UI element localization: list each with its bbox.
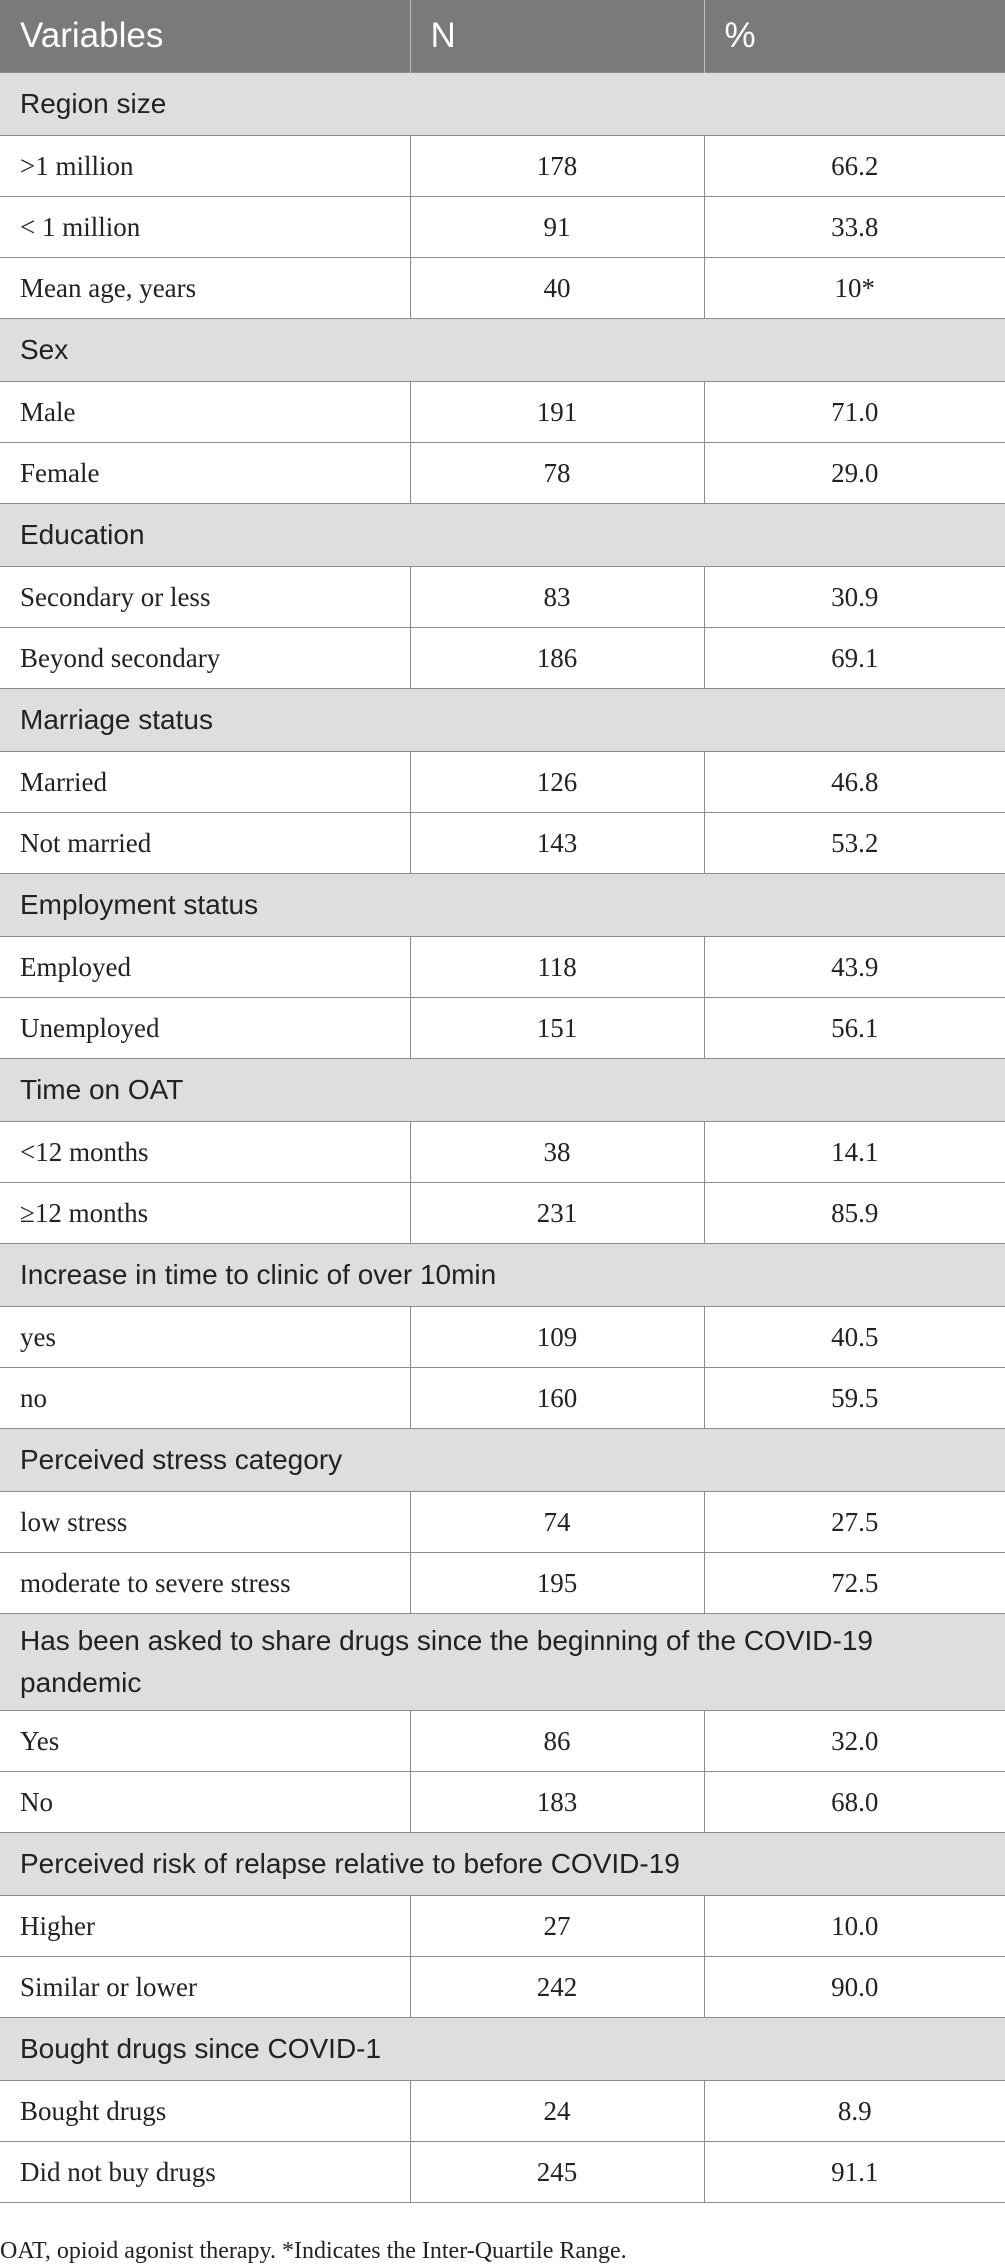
- variable-cell: Not married: [0, 813, 410, 874]
- variable-cell: Mean age, years: [0, 258, 410, 319]
- section-header-row: [0, 689, 1005, 752]
- table-row: [0, 136, 1005, 197]
- variable-cell: Did not buy drugs: [0, 2142, 410, 2203]
- n-cell: 151: [410, 998, 704, 1059]
- section-header-row: [0, 2018, 1005, 2081]
- table-row: [0, 1896, 1005, 1957]
- variable-cell: Unemployed: [0, 998, 410, 1059]
- n-cell: 86: [410, 1711, 704, 1772]
- variable-cell: >1 million: [0, 136, 410, 197]
- section-header-row: [0, 1833, 1005, 1896]
- table-row: [0, 813, 1005, 874]
- n-cell: 186: [410, 628, 704, 689]
- table-row: [0, 1492, 1005, 1553]
- table-row: [0, 1183, 1005, 1244]
- variable-cell: no: [0, 1368, 410, 1429]
- section-title: Education: [0, 504, 1005, 567]
- variable-cell: Similar or lower: [0, 1957, 410, 2018]
- section-title: Sex: [0, 319, 1005, 382]
- n-cell: 242: [410, 1957, 704, 2018]
- percent-cell: 90.0: [704, 1957, 1005, 2018]
- n-cell: 231: [410, 1183, 704, 1244]
- section-title: Region size: [0, 73, 1005, 136]
- table-header-row: [0, 0, 1005, 73]
- header-percent: %: [704, 0, 1005, 73]
- table-row: [0, 1307, 1005, 1368]
- section-header-row: [0, 1614, 1005, 1711]
- table-row: [0, 2081, 1005, 2142]
- section-title: Perceived risk of relapse relative to before COVID-19: [0, 1833, 1005, 1896]
- section-title: Employment status: [0, 874, 1005, 937]
- section-title: Bought drugs since COVID-1: [0, 2018, 1005, 2081]
- percent-cell: 29.0: [704, 443, 1005, 504]
- percent-cell: 8.9: [704, 2081, 1005, 2142]
- percent-cell: 69.1: [704, 628, 1005, 689]
- percent-cell: 14.1: [704, 1122, 1005, 1183]
- n-cell: 126: [410, 752, 704, 813]
- percent-cell: 10*: [704, 258, 1005, 319]
- table-footnote: OAT, opioid agonist therapy. *Indicates the Inter-Quartile Range.: [0, 2238, 627, 2264]
- section-title: Perceived stress category: [0, 1429, 1005, 1492]
- section-title: Time on OAT: [0, 1059, 1005, 1122]
- n-cell: 191: [410, 382, 704, 443]
- percent-cell: 46.8: [704, 752, 1005, 813]
- percent-cell: 85.9: [704, 1183, 1005, 1244]
- percent-cell: 72.5: [704, 1553, 1005, 1614]
- variable-cell: yes: [0, 1307, 410, 1368]
- table-row: [0, 628, 1005, 689]
- variable-cell: Secondary or less: [0, 567, 410, 628]
- table-row: [0, 2142, 1005, 2203]
- percent-cell: 59.5: [704, 1368, 1005, 1429]
- n-cell: 91: [410, 197, 704, 258]
- variable-cell: Female: [0, 443, 410, 504]
- percent-cell: 27.5: [704, 1492, 1005, 1553]
- section-header-row: [0, 1429, 1005, 1492]
- n-cell: 109: [410, 1307, 704, 1368]
- n-cell: 74: [410, 1492, 704, 1553]
- percent-cell: 53.2: [704, 813, 1005, 874]
- percent-cell: 33.8: [704, 197, 1005, 258]
- table-row: [0, 1368, 1005, 1429]
- percent-cell: 66.2: [704, 136, 1005, 197]
- table-row: [0, 1122, 1005, 1183]
- n-cell: 195: [410, 1553, 704, 1614]
- n-cell: 178: [410, 136, 704, 197]
- percent-cell: 30.9: [704, 567, 1005, 628]
- n-cell: 38: [410, 1122, 704, 1183]
- percent-cell: 71.0: [704, 382, 1005, 443]
- variable-cell: No: [0, 1772, 410, 1833]
- variable-cell: Male: [0, 382, 410, 443]
- variable-cell: Married: [0, 752, 410, 813]
- variable-cell: < 1 million: [0, 197, 410, 258]
- section-title: Increase in time to clinic of over 10min: [0, 1244, 1005, 1307]
- table-row: [0, 197, 1005, 258]
- percent-cell: 43.9: [704, 937, 1005, 998]
- percent-cell: 32.0: [704, 1711, 1005, 1772]
- section-header-row: [0, 1244, 1005, 1307]
- n-cell: 143: [410, 813, 704, 874]
- variable-cell: moderate to severe stress: [0, 1553, 410, 1614]
- table-row: [0, 1957, 1005, 2018]
- n-cell: 160: [410, 1368, 704, 1429]
- n-cell: 24: [410, 2081, 704, 2142]
- section-title: Marriage status: [0, 689, 1005, 752]
- n-cell: 78: [410, 443, 704, 504]
- table-row: [0, 258, 1005, 319]
- percent-cell: 10.0: [704, 1896, 1005, 1957]
- variable-cell: Bought drugs: [0, 2081, 410, 2142]
- variable-cell: ≥12 months: [0, 1183, 410, 1244]
- variable-cell: <12 months: [0, 1122, 410, 1183]
- header-n: N: [410, 0, 704, 73]
- table-row: [0, 1553, 1005, 1614]
- percent-cell: 40.5: [704, 1307, 1005, 1368]
- table-row: [0, 998, 1005, 1059]
- table-row: [0, 567, 1005, 628]
- variable-cell: Yes: [0, 1711, 410, 1772]
- n-cell: 27: [410, 1896, 704, 1957]
- variable-cell: Higher: [0, 1896, 410, 1957]
- section-header-row: [0, 319, 1005, 382]
- percent-cell: 56.1: [704, 998, 1005, 1059]
- table-row: [0, 937, 1005, 998]
- header-variables: Variables: [0, 0, 410, 73]
- table-row: [0, 1772, 1005, 1833]
- table-row: [0, 752, 1005, 813]
- table-row: [0, 382, 1005, 443]
- table-body: [0, 73, 1005, 2203]
- variable-cell: low stress: [0, 1492, 410, 1553]
- section-header-row: [0, 504, 1005, 567]
- percent-cell: 68.0: [704, 1772, 1005, 1833]
- variable-cell: Beyond secondary: [0, 628, 410, 689]
- n-cell: 245: [410, 2142, 704, 2203]
- n-cell: 40: [410, 258, 704, 319]
- n-cell: 183: [410, 1772, 704, 1833]
- section-title: Has been asked to share drugs since the beginning of the COVID-19 pandemic: [0, 1614, 1005, 1711]
- section-header-row: [0, 874, 1005, 937]
- table-row: [0, 443, 1005, 504]
- table-row: [0, 1711, 1005, 1772]
- variable-cell: Employed: [0, 937, 410, 998]
- section-header-row: [0, 1059, 1005, 1122]
- percent-cell: 91.1: [704, 2142, 1005, 2203]
- n-cell: 118: [410, 937, 704, 998]
- section-header-row: [0, 73, 1005, 136]
- n-cell: 83: [410, 567, 704, 628]
